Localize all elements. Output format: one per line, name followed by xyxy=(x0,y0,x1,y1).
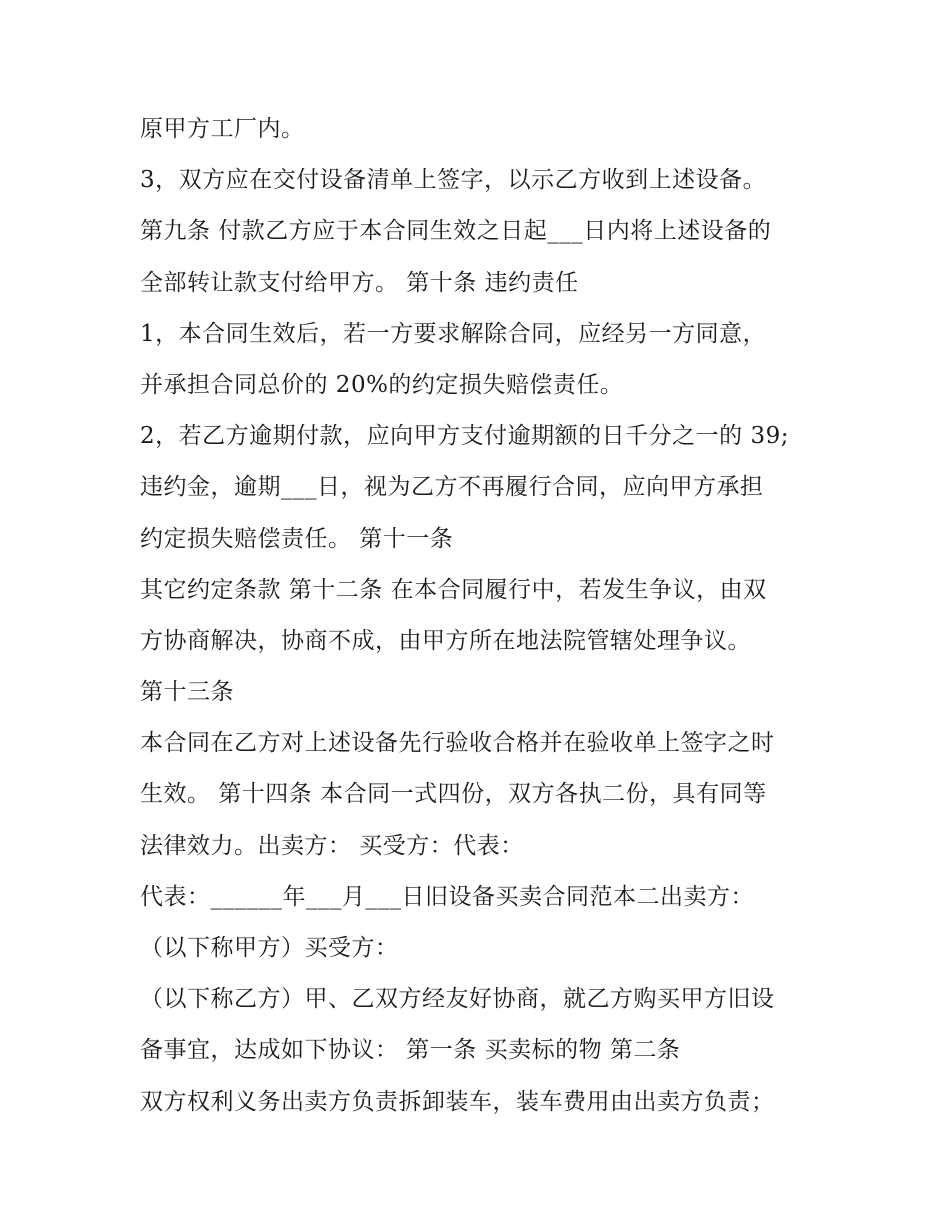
text-line: 并承担合同总价的 20%的约定损失赔偿责任。 xyxy=(140,371,624,398)
text-line: 约定损失赔偿责任。 第十一条 xyxy=(140,525,454,552)
text-line: 法律效力。出卖方： 买受方：代表： xyxy=(140,832,524,859)
text-line: 第十三条 xyxy=(140,679,234,706)
text-line: 备事宜，达成如下协议： 第一条 买卖标的物 第二条 xyxy=(140,1037,681,1064)
text-line: 方协商解决，协商不成，由甲方所在地法院管辖处理争议。 xyxy=(140,627,751,654)
text-line: 2，若乙方逾期付款，应向甲方支付逾期额的日千分之一的 39; xyxy=(140,423,789,450)
text-line: 其它约定条款 第十二条 在本合同履行中，若发生争议，由双 xyxy=(140,576,767,603)
text-line: 违约金，逾期___日，视为乙方不再履行合同，应向甲方承担 xyxy=(140,474,764,501)
text-line: 代表：______年___月___日旧设备买卖合同范本二出卖方： xyxy=(140,883,754,910)
text-line: 3，双方应在交付设备清单上签字，以示乙方收到上述设备。 xyxy=(140,167,767,194)
text-line: （以下称甲方）买受方： xyxy=(140,935,399,961)
document-body xyxy=(140,108,840,1132)
text-line: 全部转让款支付给甲方。 第十条 违约责任 xyxy=(140,269,579,296)
text-line: 第九条 付款乙方应于本合同生效之日起___日内将上述设备的 xyxy=(140,218,772,245)
text-line: （以下称乙方）甲、乙双方经友好协商，就乙方购买甲方旧设 xyxy=(140,986,775,1013)
text-line: 双方权利义务出卖方负责拆卸装车，装车费用由出卖方负责； xyxy=(140,1088,775,1115)
text-line: 生效。 第十四条 本合同一式四份，双方各执二份，具有同等 xyxy=(140,781,767,808)
text-line: 1，本合同生效后，若一方要求解除合同，应经另一方同意， xyxy=(140,320,767,347)
text-line: 原甲方工厂内。 xyxy=(140,116,305,142)
text-line: 本合同在乙方对上述设备先行验收合格并在验收单上签字之时 xyxy=(140,730,775,757)
